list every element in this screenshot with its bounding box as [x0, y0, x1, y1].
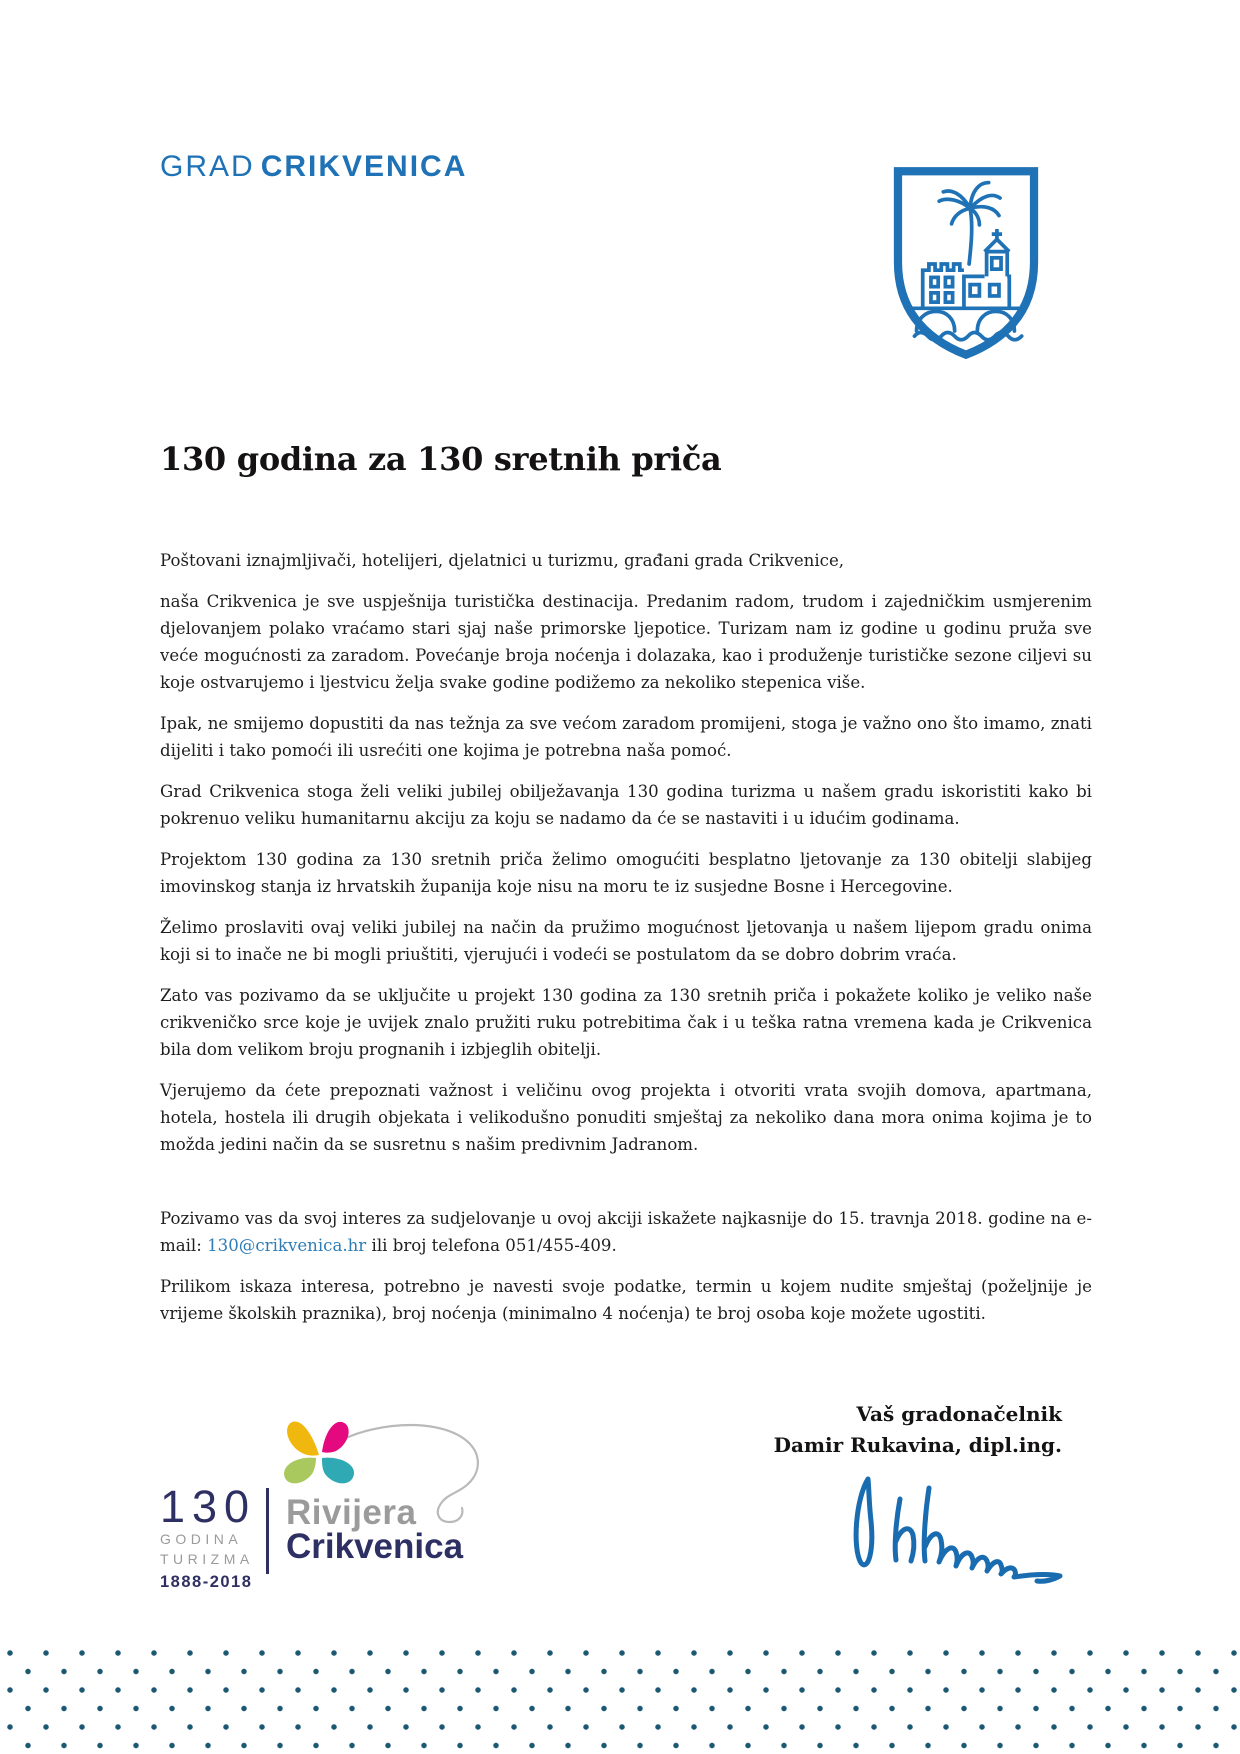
city-logo-light: GRAD [160, 150, 255, 183]
letter-paragraph: Zato vas pozivamo da se uključite u projekt 130 godina za 130 sretnih priča i pokažete koliko je veliko naše crikveničko srce koje je uvijek znalo pružiti ruku potrebitima čak i u teška ratna vremena kada je Crikvenica bila dom velikom broju prognanih i izbjeglih obitelji. [160, 986, 1092, 1059]
letter-body [160, 547, 1092, 1341]
contact-text-after: ili broj telefona 051/455-409. [366, 1236, 617, 1255]
brand-rivijera: Rivijera [286, 1493, 417, 1532]
closing-paragraph: Prilikom iskaza interesa, potrebno je navesti svoje podatke, termin u kojem nudite smještaj (poželjnije je vrijeme školskih praznika), broj noćenja (minimalno 4 noćenja) te broj osoba koje možete ugostiti. [160, 1277, 1092, 1323]
letter-paragraph: Grad Crikvenica stoga želi veliki jubilej obilježavanja 130 godina turizma u našem gradu iskoristiti kako bi pokrenuo veliku humanitarnu akciju za koju se nadamo da će se nastaviti i u idućim godinama. [160, 782, 1092, 828]
brand-crikvenica: Crikvenica [286, 1527, 464, 1566]
email-link[interactable]: 130@crikvenica.hr [207, 1236, 367, 1255]
anniversary-logo [160, 1481, 260, 1592]
contact-text-before: Pozivamo vas da svoj interes za sudjelovanje u ovoj akciji iskažete najkasnije do 15. travnja 2018. godine na e-mail: [160, 1209, 1092, 1255]
contact-paragraph [160, 1205, 1092, 1259]
salutation: Poštovani iznajmljivači, hotelijeri, djelatnici u turizmu, građani grada Crikvenice, [160, 551, 845, 570]
letter-paragraph: Ipak, ne smijemo dopustiti da nas težnja za sve većom zaradom promijeni, stoga je važno ono što imamo, znati dijeliti i tako pomoći ili usrećiti one kojima je potrebna naša pomoć. [160, 714, 1092, 760]
signature-handwriting-icon [843, 1468, 1075, 1594]
anniversary-line2: TURIZMA [160, 1551, 254, 1567]
anniversary-line1: GODINA [160, 1531, 243, 1547]
anniversary-years: 1888-2018 [160, 1573, 253, 1591]
signature-name: Damir Rukavina, dipl.ing. [773, 1433, 1062, 1457]
logo-divider [266, 1488, 269, 1574]
letter-title: 130 godina za 130 sretnih priča [160, 440, 722, 478]
letter-paragraph: Projektom 130 godina za 130 sretnih priča želimo omogućiti besplatno ljetovanje za 130 obitelji slabijeg imovinskog stanja iz hrvatskih županija koje nisu na moru te iz susjedne Bosne i Hercegovine. [160, 850, 1092, 896]
city-logo-bold: CRIKVENICA [260, 150, 468, 183]
anniversary-number: 130 [160, 1481, 257, 1532]
signature-block [774, 1399, 1062, 1461]
signature-role: Vaš gradonačelnik [856, 1402, 1062, 1426]
dot-pattern [0, 1644, 1240, 1754]
letter-paragraph: naša Crikvenica je sve uspješnija turistička destinacija. Predanim radom, trudom i zajedničkim usmjerenim djelovanjem polako vraćamo stari sjaj naše primorske ljepotice. Turizam nam iz godine u godinu pruža sve veće mogućnosti za zaradom. Povećanje broja noćenja i dolazaka, kao i produženje turističke sezone ciljevi su koje ostvarujemo i ljestvicu želja svake godine podižemo za nekoliko stepenica više. [160, 592, 1092, 692]
coat-of-arms-icon [885, 163, 1047, 365]
rivijera-crikvenica-wordmark [286, 1493, 464, 1566]
letter-paragraph: Želimo proslaviti ovaj veliki jubilej na način da pružimo mogućnost ljetovanja u našem lijepom gradu onima koji si to inače ne bi mogli priuštiti, vjerujući i vodeći se postulatom da se dobro dobrim vraća. [160, 918, 1092, 964]
city-logo [160, 150, 467, 184]
letter-paragraph: Vjerujemo da ćete prepoznati važnost i veličinu ovog projekta i otvoriti vrata svojih domova, apartmana, hotela, hostela ili drugih objekata i velikodušno ponuditi smještaj za nekoliko dana mora onima kojima je to možda jedini način da se susretnu s našim predivnim Jadranom. [160, 1081, 1092, 1154]
